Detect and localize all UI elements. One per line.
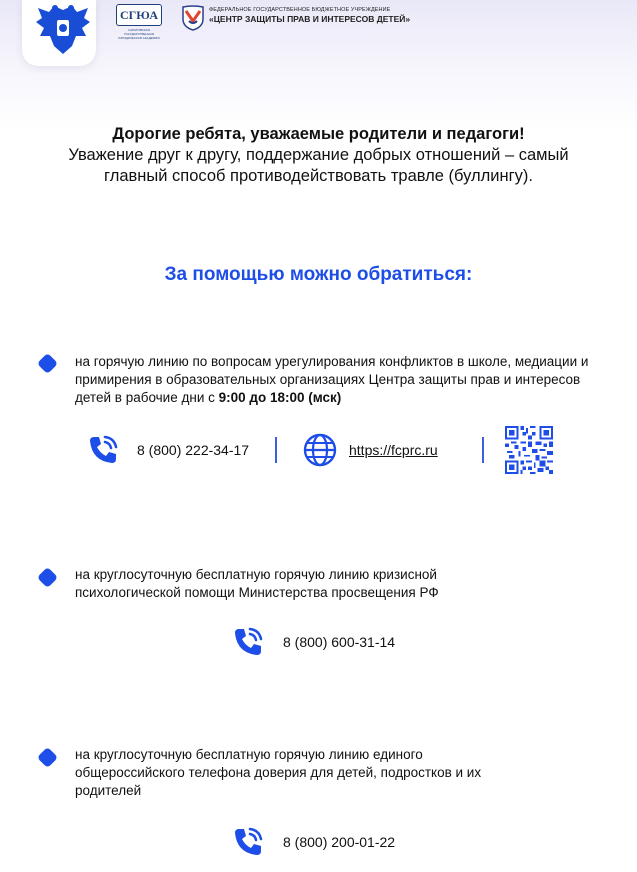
item-hours: 9:00 до 18:00 (мск)	[218, 390, 342, 405]
website-link[interactable]: https://fcprc.ru	[349, 442, 438, 458]
globe-icon	[303, 433, 337, 467]
sgua-logo-text: СГЮА	[116, 4, 162, 26]
org-name: «ЦЕНТР ЗАЩИТЫ ПРАВ И ИНТЕРЕСОВ ДЕТЕЙ»	[209, 14, 411, 24]
greeting-body: Уважение друг к другу, поддержание добрых отношений – самый главный способ противодействовать травле (буллингу).	[68, 146, 569, 185]
fcp-logo-icon	[181, 5, 205, 31]
list-item: на круглосуточную бесплатную горячую линию кризисной психологической помощи Министерства просвещения РФ	[75, 567, 439, 600]
bullet-icon	[37, 747, 58, 768]
phone-number[interactable]: 8 (800) 600-31-14	[283, 634, 396, 650]
sgua-logo-subtitle: САРАТОВСКАЯ ГОСУДАРСТВЕННАЯ ЮРИДИЧЕСКАЯ АКАДЕМИЯ	[118, 28, 160, 40]
divider	[275, 437, 277, 463]
greeting	[40, 124, 597, 187]
fcp-org-text	[209, 7, 410, 24]
emblem-icon	[32, 2, 94, 60]
phone-number[interactable]: 8 (800) 200-01-22	[283, 834, 396, 850]
org-type: ФЕДЕРАЛЬНОЕ ГОСУДАРСТВЕННОЕ БЮДЖЕТНОЕ УЧРЕЖДЕНИЕ	[209, 7, 391, 13]
bullet-icon	[37, 567, 58, 588]
list-item: на круглосуточную бесплатную горячую линию единого общероссийского телефона доверия для детей, подростков и их родителей	[75, 747, 482, 798]
qr-code[interactable]	[504, 426, 554, 474]
phone-icon	[86, 433, 120, 467]
bullet-icon	[37, 353, 58, 374]
help-heading: За помощью можно обратиться:	[164, 264, 473, 285]
list-item	[75, 353, 595, 407]
sgua-logo	[116, 4, 162, 40]
divider	[482, 437, 484, 463]
phone-icon	[231, 825, 265, 859]
greeting-title: Дорогие ребята, уважаемые родители и педагоги!	[112, 125, 525, 143]
phone-number[interactable]: 8 (800) 222-34-17	[137, 442, 250, 458]
phone-icon	[231, 625, 265, 659]
item-text: на горячую линию по вопросам урегулирования конфликтов в школе, медиации и примирения в образовательных организациях Центра защиты прав и интересов детей в рабочие дни с	[75, 354, 589, 405]
